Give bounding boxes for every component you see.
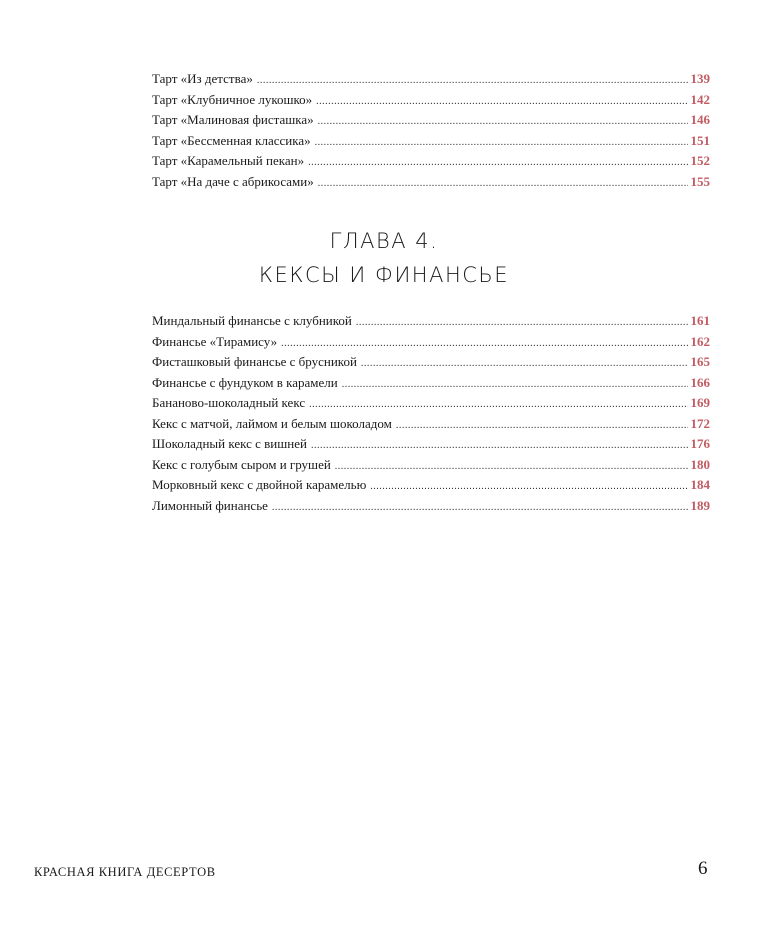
- toc-entry-page: 155: [690, 173, 710, 189]
- dot-leader: [318, 112, 688, 133]
- dot-leader: [315, 133, 688, 154]
- toc-entry: [152, 455, 710, 476]
- dot-leader: [316, 92, 687, 113]
- toc-entry: [152, 434, 710, 455]
- toc-entry-title: Миндальный финансье с клубникой: [152, 313, 352, 328]
- toc-entry: [152, 332, 710, 353]
- toc-entry: [152, 131, 710, 152]
- toc-entry-title: Бананово-шоколадный кекс: [152, 395, 306, 410]
- toc-entry: [152, 475, 710, 496]
- toc-entry: [152, 496, 710, 517]
- toc-entry: [152, 172, 710, 193]
- toc-entry-title: Тарт «Малиновая фисташка»: [152, 112, 314, 127]
- toc-entry-page: 184: [690, 477, 710, 492]
- toc-entry-page: 169: [690, 395, 710, 410]
- toc-entry: [152, 311, 710, 332]
- toc-entry-page: 176: [690, 436, 710, 451]
- toc-entry-title: Лимонный финансье: [152, 497, 268, 513]
- toc-entry-page: 162: [690, 333, 710, 349]
- toc-entry-title: Финансье «Тирамису»: [152, 333, 278, 349]
- toc-entry-title: Тарт «Карамельный пекан»: [152, 153, 305, 168]
- toc-entry-title: Тарт «Клубничное лукошко»: [152, 91, 313, 107]
- toc-entry: [152, 352, 710, 373]
- toc-entry-page: 151: [690, 132, 710, 148]
- toc-entry: [152, 69, 710, 90]
- page-number: 6: [698, 858, 708, 879]
- toc-entry: [152, 151, 710, 172]
- dot-leader: [272, 498, 688, 519]
- toc-entry-page: 172: [690, 415, 710, 431]
- dot-leader: [281, 334, 687, 355]
- dot-leader: [342, 375, 688, 396]
- toc-entry-page: 146: [690, 112, 710, 127]
- toc-entry-title: Шоколадный кекс с вишней: [152, 436, 307, 451]
- dot-leader: [356, 313, 688, 334]
- toc-entry-page: 152: [690, 153, 710, 168]
- toc-entry-title: Кекс с голубым сыром и грушей: [152, 456, 331, 472]
- dot-leader: [308, 153, 687, 174]
- toc-list-top: [152, 69, 710, 192]
- toc-entry-title: Финансье с фундуком в карамели: [152, 374, 338, 390]
- toc-entry-title: Кекс с матчой, лаймом и белым шоколадом: [152, 415, 392, 431]
- dot-leader: [370, 477, 687, 498]
- toc-entry-page: 139: [690, 71, 710, 86]
- toc-entry-title: Фисташковый финансье с брусникой: [152, 354, 357, 369]
- toc-entry-page: 180: [690, 456, 710, 472]
- dot-leader: [396, 416, 688, 437]
- dot-leader: [309, 395, 687, 416]
- toc-entry: [152, 110, 710, 131]
- toc-entry-title: Тарт «Бессменная классика»: [152, 132, 311, 148]
- dot-leader: [335, 457, 688, 478]
- toc-entry: [152, 90, 710, 111]
- dot-leader: [318, 174, 688, 195]
- toc-entry-page: 189: [690, 497, 710, 513]
- toc-entry-title: Тарт «На даче с абрикосами»: [152, 173, 314, 189]
- toc-entry-page: 165: [690, 354, 710, 369]
- toc-entry-page: 161: [690, 313, 710, 328]
- running-footer-book-title: КРАСНАЯ КНИГА ДЕСЕРТОВ: [34, 865, 216, 879]
- toc-entry-title: Морковный кекс с двойной карамелью: [152, 477, 367, 492]
- dot-leader: [257, 71, 688, 92]
- chapter-label: ГЛАВА 4.: [329, 229, 439, 253]
- toc-entry-page: 142: [690, 91, 710, 107]
- toc-entry-title: Тарт «Из детства»: [152, 71, 253, 86]
- toc-entry: [152, 393, 710, 414]
- dot-leader: [311, 436, 688, 457]
- toc-entry-page: 166: [690, 374, 710, 390]
- toc-entry: [152, 373, 710, 394]
- dot-leader: [361, 354, 688, 375]
- toc-list-chapter: [152, 311, 710, 516]
- toc-entry: [152, 414, 710, 435]
- chapter-title: КЕКСЫ И ФИНАНСЬЕ: [258, 263, 510, 287]
